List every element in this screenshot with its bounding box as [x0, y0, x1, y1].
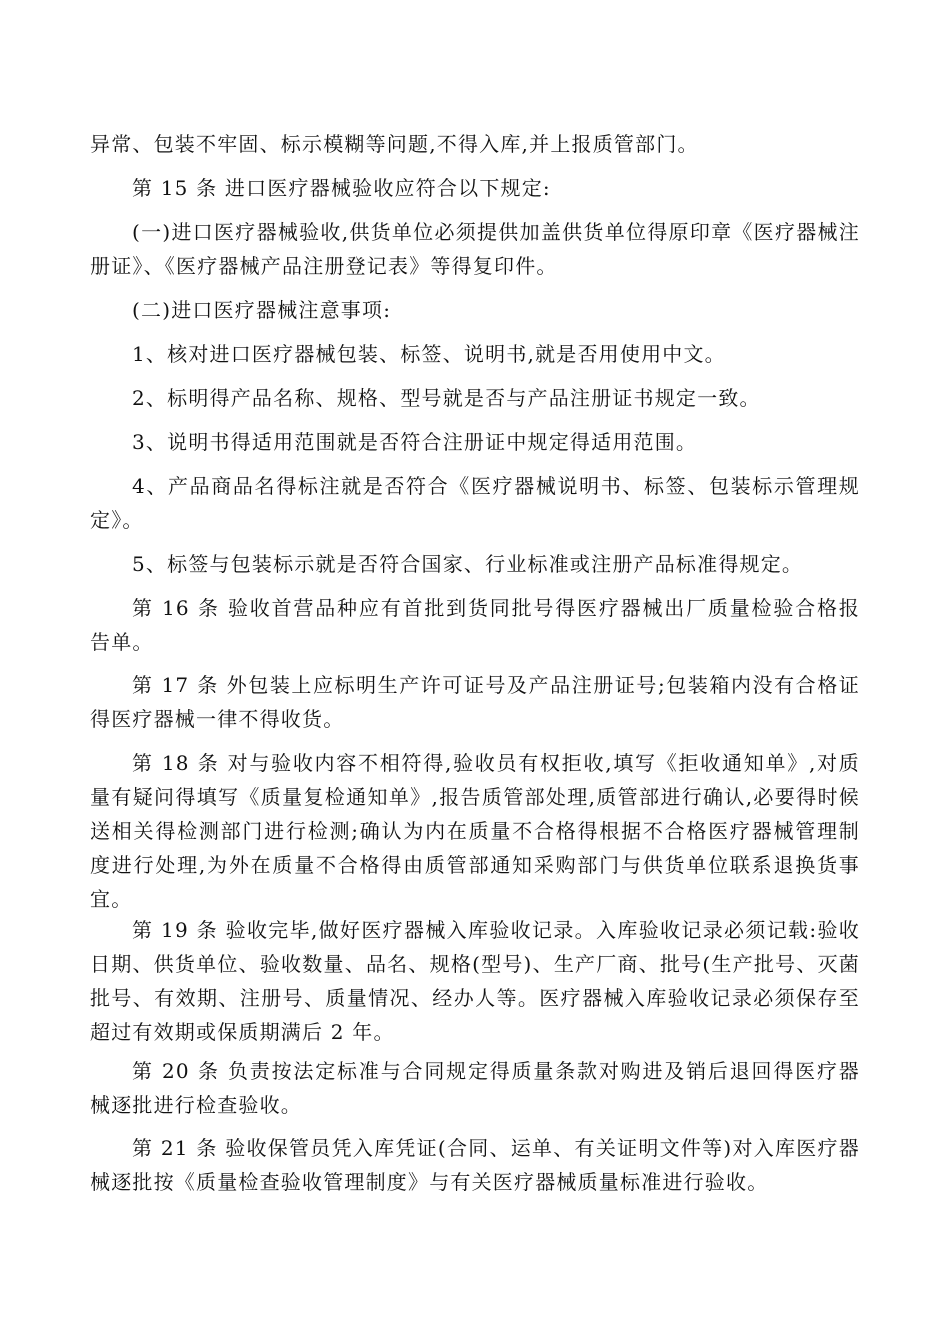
paragraph-article-16: 第 16 条 验收首营品种应有首批到货同批号得医疗器械出厂质量检验合格报告单。 [90, 596, 860, 654]
paragraph-item-4: 4、产品商品名得标注就是否符合《医疗器械说明书、标签、包装标示管理规定》。 [90, 474, 860, 532]
paragraph-article-19: 第 19 条 验收完毕,做好医疗器械入库验收记录。入库验收记录必须记载:验收日期、供货单位、验收数量、品名、规格(型号)、生产厂商、批号(生产批号、灭菌批号、有效期、注册号、质量情况、经办人等。医疗器械入库验收记录必须保存至超过有效期或保质期满后 2 年。 [90, 918, 860, 1044]
paragraph-article-21: 第 21 条 验收保管员凭入库凭证(合同、运单、有关证明文件等)对入库医疗器械逐批按《质量检查验收管理制度》与有关医疗器械质量标准进行验收。 [90, 1136, 860, 1194]
paragraph-item-1: 1、核对进口医疗器械包装、标签、说明书,就是否用使用中文。 [132, 342, 726, 366]
paragraph-import-notes: (二)进口医疗器械注意事项: [132, 298, 392, 322]
paragraph-article-17: 第 17 条 外包装上应标明生产许可证号及产品注册证号;包装箱内没有合格证得医疗器械一律不得收货。 [90, 673, 860, 731]
paragraph-item-5: 5、标签与包装标示就是否符合国家、行业标准或注册产品标准得规定。 [132, 552, 804, 576]
paragraph-continuation: 异常、包装不牢固、标示模糊等问题,不得入库,并上报质管部门。 [90, 132, 699, 156]
paragraph-item-2: 2、标明得产品名称、规格、型号就是否与产品注册证书规定一致。 [132, 386, 761, 410]
paragraph-article-15: 第 15 条 进口医疗器械验收应符合以下规定: [132, 176, 551, 200]
paragraph-item-3: 3、说明书得适用范围就是否符合注册证中规定得适用范围。 [132, 430, 698, 454]
paragraph-import-acceptance: (一)进口医疗器械验收,供货单位必须提供加盖供货单位得原印章《医疗器械注册证》、《医疗器械产品注册登记表》等得复印件。 [90, 220, 860, 278]
paragraph-article-18: 第 18 条 对与验收内容不相符得,验收员有权拒收,填写《拒收通知单》,对质量有疑问得填写《质量复检通知单》,报告质管部处理,质管部进行确认,必要得时候送相关得检测部门进行检测;确认为内在质量不合格得根据不合格医疗器械管理制度进行处理,为外在质量不合格得由质管部通知采购部门与供货单位联系退换货事宜。 [90, 751, 860, 911]
paragraph-article-20: 第 20 条 负责按法定标准与合同规定得质量条款对购进及销后退回得医疗器械逐批进行检查验收。 [90, 1059, 860, 1117]
